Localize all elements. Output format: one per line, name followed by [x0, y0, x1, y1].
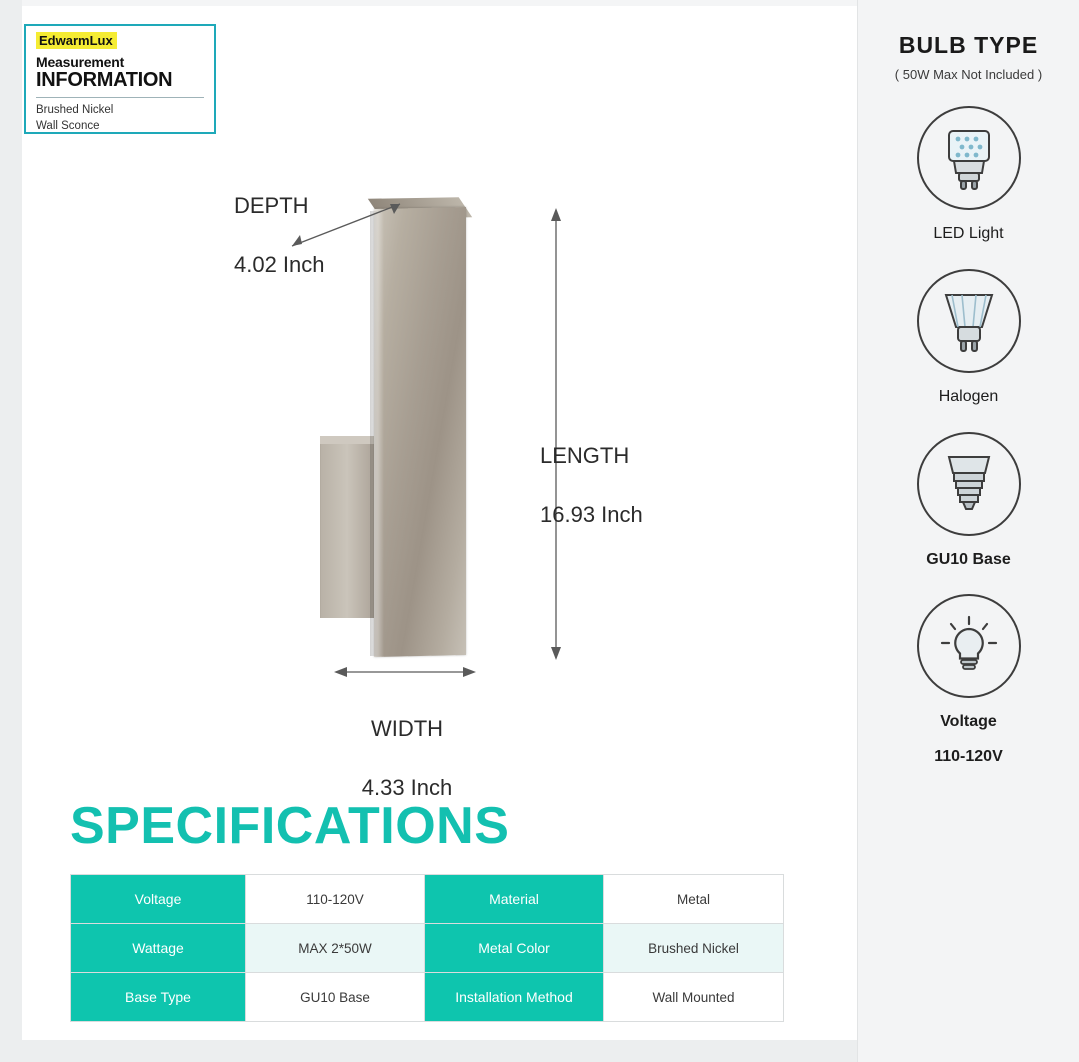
bulb-type-panel: [857, 0, 1079, 1062]
spec-value: GU10 Base: [246, 973, 425, 1022]
spec-value: Metal: [604, 875, 784, 924]
bulb-item-voltage: [858, 594, 1079, 768]
spec-value: Wall Mounted: [604, 973, 784, 1022]
measurement-word: Measurement: [36, 54, 125, 70]
dimension-lines: [22, 136, 858, 756]
spec-key: Material: [425, 875, 604, 924]
width-value: 4.33 Inch: [361, 775, 453, 801]
length-dimension: [540, 411, 643, 559]
depth-label: DEPTH: [234, 192, 309, 218]
bulb-caption-gu10: GU10 Base: [926, 550, 1011, 568]
depth-value: 4.02 Inch: [234, 252, 325, 278]
product-type-label: Wall Sconce: [36, 119, 100, 132]
spec-key: Voltage: [71, 875, 246, 924]
table-row: [71, 973, 784, 1022]
measurement-panel: [22, 6, 858, 1040]
product-finish-label: Brushed Nickel: [36, 104, 114, 116]
bulb-item-led: [858, 106, 1079, 245]
length-value: 16.93 Inch: [540, 502, 643, 528]
spec-value: Brushed Nickel: [604, 924, 784, 973]
bulb-caption-voltage: Voltage: [940, 713, 997, 731]
info-divider: [36, 97, 204, 98]
product-drawing: [22, 136, 858, 801]
depth-dimension: [234, 161, 325, 309]
led-bulb-icon: [917, 106, 1021, 210]
spec-key: Installation Method: [425, 973, 604, 1022]
width-label: WIDTH: [370, 715, 444, 741]
spec-key: Wattage: [71, 924, 246, 973]
halogen-bulb-icon: [917, 269, 1021, 373]
bulb-type-subtitle: ( 50W Max Not Included ): [894, 67, 1043, 82]
spec-value: 110-120V: [246, 875, 425, 924]
bulb-caption-led: LED Light: [933, 225, 1004, 242]
page-left-edge: [0, 0, 22, 1062]
bulb-item-gu10: [858, 432, 1079, 571]
specifications-title: SPECIFICATIONS: [70, 797, 510, 855]
table-row: [71, 875, 784, 924]
length-label: LENGTH: [540, 442, 630, 468]
bulb-type-title: BULB TYPE: [898, 32, 1039, 58]
information-word: INFORMATION: [36, 69, 173, 91]
spec-value: MAX 2*50W: [246, 924, 425, 973]
spec-key: Metal Color: [425, 924, 604, 973]
bulb-caption-voltage-value: 110-120V: [934, 748, 1003, 766]
voltage-bulb-icon: [917, 594, 1021, 698]
brand-logo-label: EdwarmLux: [36, 32, 117, 49]
table-row: [71, 924, 784, 973]
specifications-table: [70, 874, 784, 1022]
gu10-base-icon: [917, 432, 1021, 536]
spec-key: Base Type: [71, 973, 246, 1022]
measurement-information-box: [24, 24, 216, 134]
bulb-item-halogen: [858, 269, 1079, 408]
bulb-caption-halogen: Halogen: [938, 387, 999, 405]
